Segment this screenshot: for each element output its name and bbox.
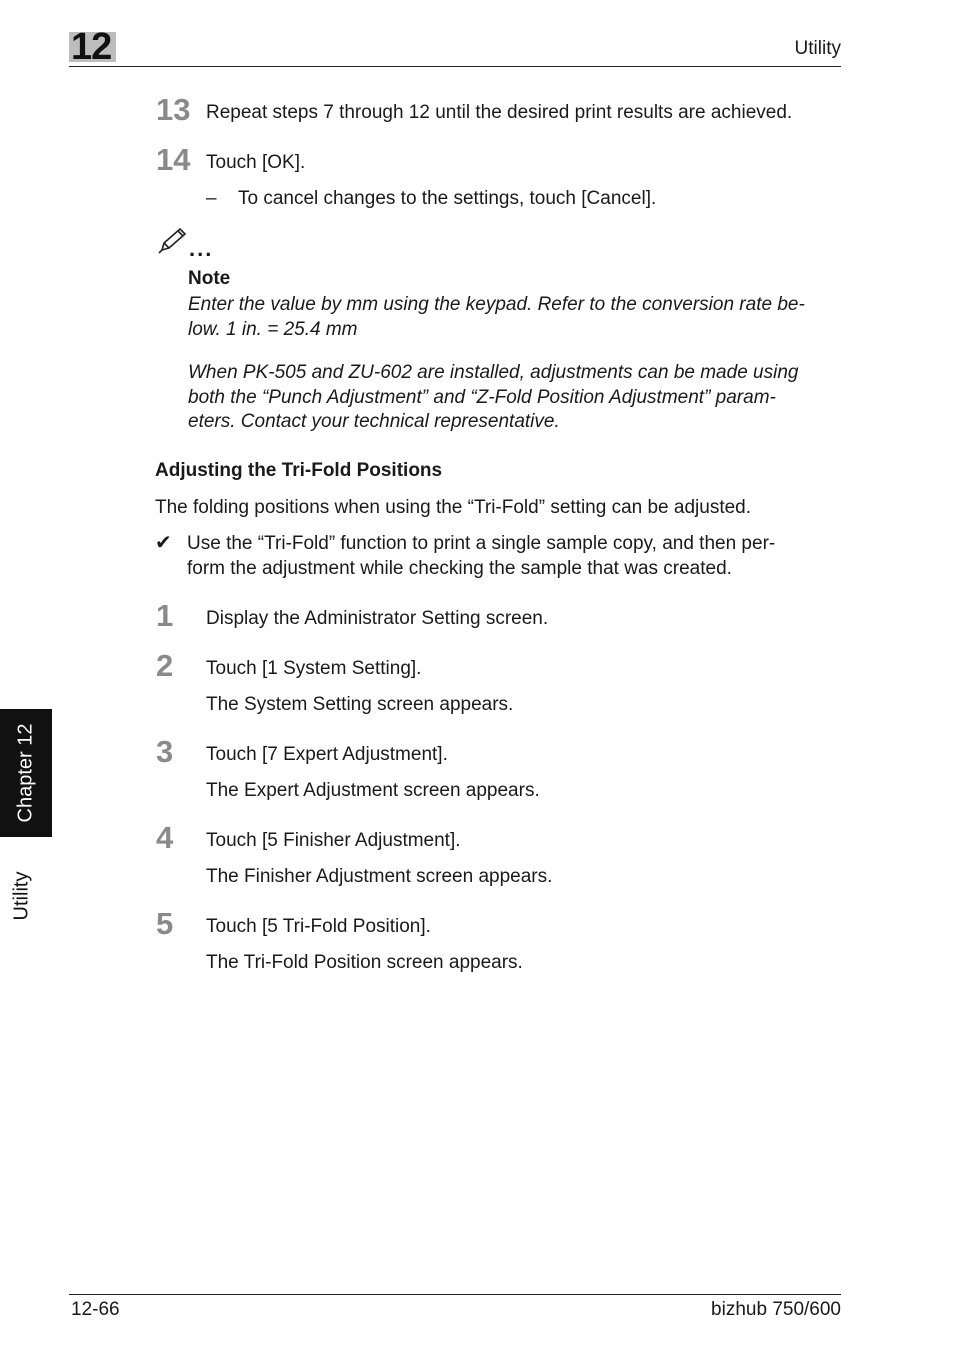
step-number: 14 — [156, 142, 191, 177]
footer-divider — [69, 1294, 841, 1295]
product-name: bizhub 750/600 — [711, 1299, 841, 1320]
step-result: The Expert Adjustment screen appears. — [206, 780, 540, 801]
page-number: 12-66 — [71, 1299, 120, 1320]
side-tab-chapter-label: Chapter 12 — [14, 723, 37, 823]
pencil-note-icon — [156, 226, 190, 256]
section-heading: Adjusting the Tri-Fold Positions — [155, 460, 443, 481]
step-text: Touch [5 Tri-Fold Position]. — [206, 916, 431, 937]
step-text: Touch [1 System Setting]. — [206, 658, 422, 679]
note-text-line: Enter the value by mm using the keypad. Refer to the conversion rate be- — [188, 294, 805, 315]
step-number: 4 — [156, 820, 174, 855]
check-text-line: form the adjustment while checking the sample that was created. — [187, 558, 732, 579]
step-number: 5 — [156, 906, 174, 941]
side-tab-section-label: Utility — [10, 871, 33, 921]
header-divider — [69, 66, 841, 67]
note-text-line: both the “Punch Adjustment” and “Z-Fold Position Adjustment” param- — [188, 387, 776, 408]
header-section-title: Utility — [794, 38, 841, 59]
step-text: Touch [5 Finisher Adjustment]. — [206, 830, 461, 851]
step-number: 2 — [156, 648, 174, 683]
check-text-line: Use the “Tri-Fold” function to print a single sample copy, and then per- — [187, 533, 776, 554]
note-text-line: eters. Contact your technical representative. — [188, 411, 560, 432]
note-dots: ... — [189, 236, 214, 261]
step-text: Touch [7 Expert Adjustment]. — [206, 744, 448, 765]
note-text-line: low. 1 in. = 25.4 mm — [188, 319, 358, 340]
check-mark-icon: ✔ — [155, 532, 172, 554]
step-number: 3 — [156, 734, 174, 769]
step-result: The Tri-Fold Position screen appears. — [206, 952, 523, 973]
sub-bullet-text: To cancel changes to the settings, touch [Cancel]. — [238, 188, 657, 209]
step-result: The System Setting screen appears. — [206, 694, 514, 715]
step-number: 13 — [156, 92, 191, 127]
chapter-number: 12 — [71, 26, 112, 68]
note-text-line: When PK-505 and ZU-602 are installed, adjustments can be made using — [188, 362, 799, 383]
step-result: The Finisher Adjustment screen appears. — [206, 866, 553, 887]
step-text: Repeat steps 7 through 12 until the desired print results are achieved. — [206, 102, 793, 123]
note-label: Note — [188, 268, 231, 289]
section-intro: The folding positions when using the “Tri-Fold” setting can be adjusted. — [155, 497, 752, 518]
step-text: Touch [OK]. — [206, 152, 306, 173]
step-text: Display the Administrator Setting screen. — [206, 608, 549, 629]
sub-bullet-dash: – — [206, 188, 217, 209]
step-number: 1 — [156, 598, 174, 633]
